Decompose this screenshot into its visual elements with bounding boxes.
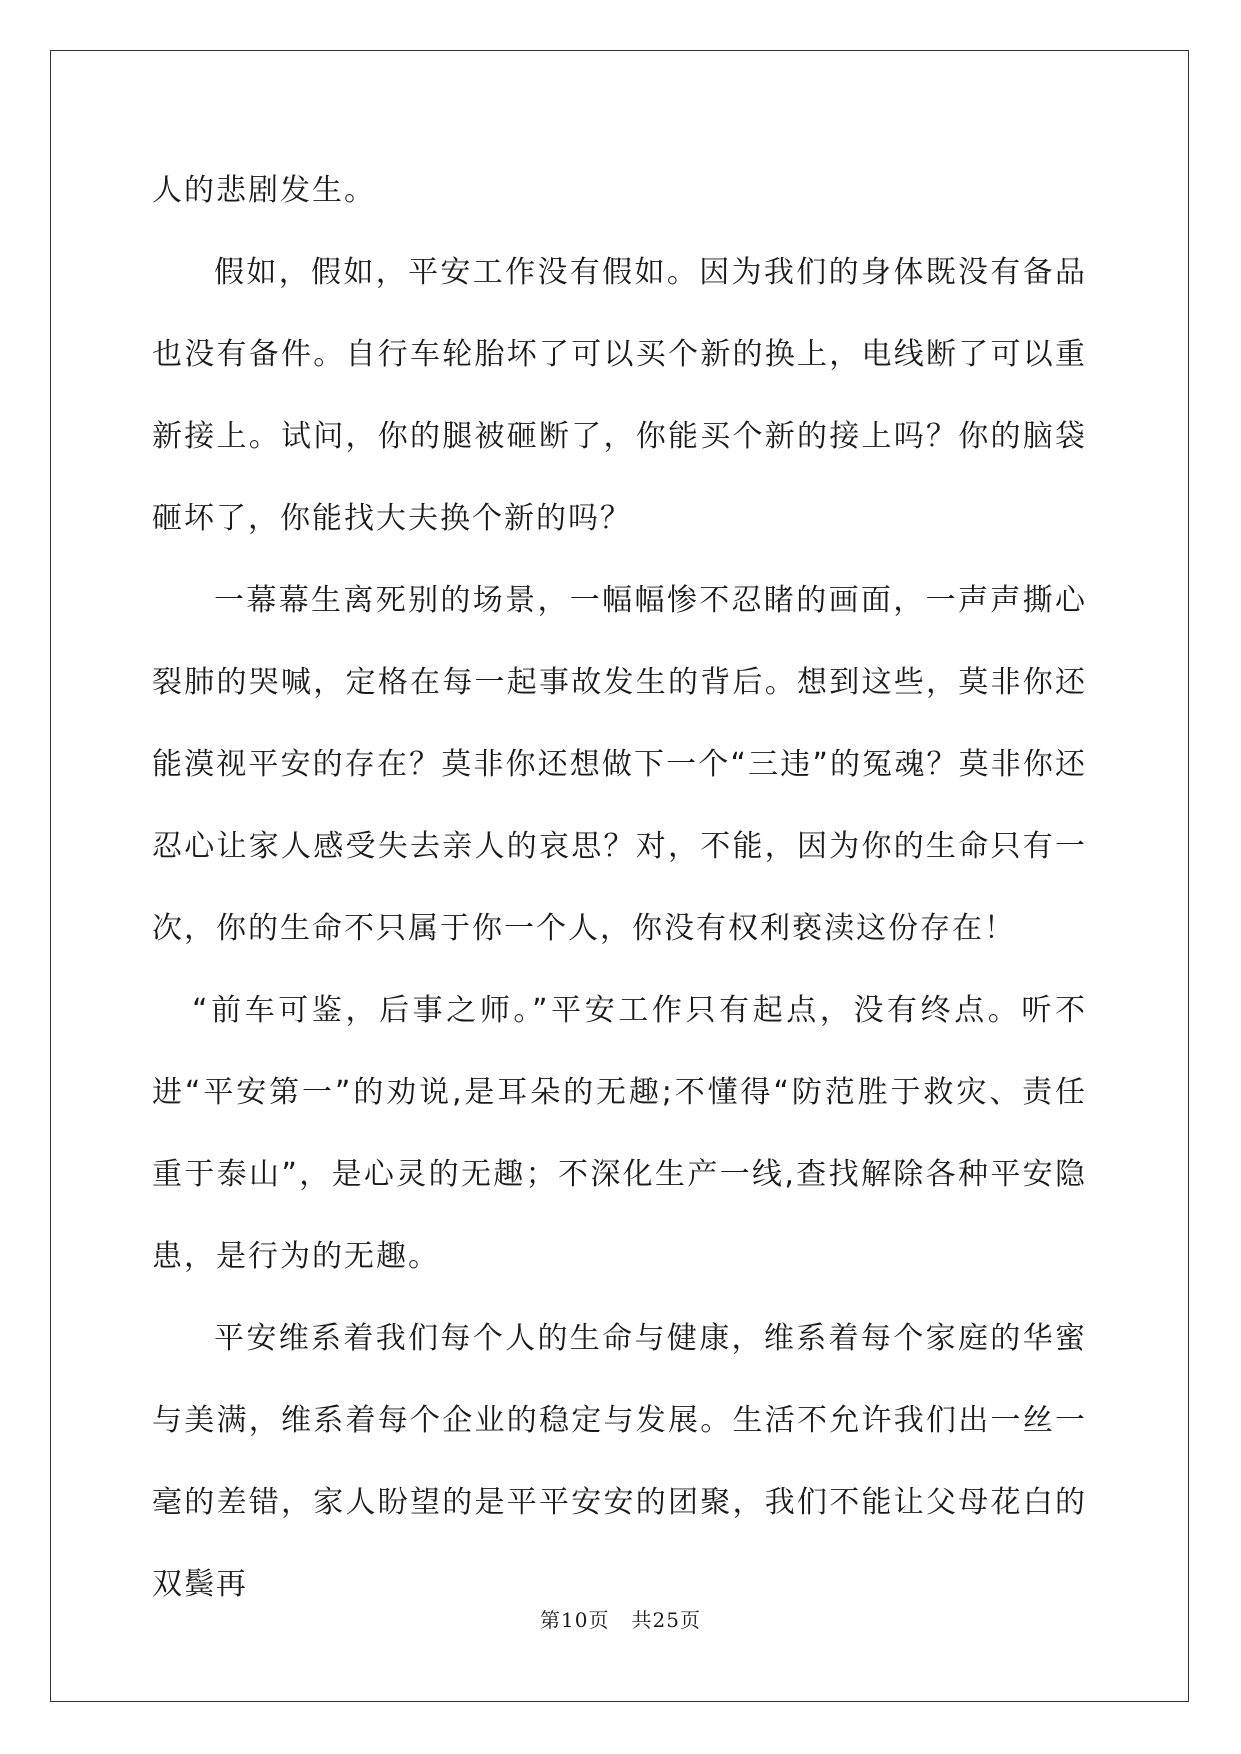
paragraph-5: 平安维系着我们每个人的生命与健康，维系着每个家庭的华蜜与美满，维系着每个企业的稳定与发展。生活不允许我们出一丝一毫的差错，家人盼望的是平平安安的团聚，我们不能让父母花白的双鬓再 [152,1321,1087,1602]
document-body [152,150,1087,1626]
paragraph-3: 一幕幕生离死别的场景，一幅幅惨不忍睹的画面，一声声撕心裂肺的哭喊，定格在每一起事故发生的背后。想到这些，莫非你还能漠视平安的存在？莫非你还想做下一个“三违”的冤魂？莫非你还忍心让家人感受失去亲人的哀思？对，不能，因为你的生命只有一次，你的生命不只属于你一个人，你没有权利亵渎这份存在！ [152,583,1087,946]
paragraph-2: 假如，假如，平安工作没有假如。因为我们的身体既没有备品也没有备件。自行车轮胎坏了可以买个新的换上，电线断了可以重新接上。试问，你的腿被砸断了，你能买个新的接上吗？你的脑袋砸坏了，你能找大夫换个新的吗？ [152,255,1087,536]
page-number: 第10页 [540,1608,610,1632]
paragraph-1: 人的悲剧发生。 [152,173,376,208]
paragraph-4: “前车可鉴，后事之师。”平安工作只有起点，没有终点。听不进“平安第一”的劝说,是耳朵的无趣;不懂得“防范胜于救灾、责任重于泰山”，是心灵的无趣；不深化生产一线,查找解除各种平安隐患，是行为的无趣。 [152,993,1087,1274]
page-total: 共25页 [631,1608,701,1632]
footer-separator [609,1608,631,1632]
page-footer [0,1604,1241,1633]
